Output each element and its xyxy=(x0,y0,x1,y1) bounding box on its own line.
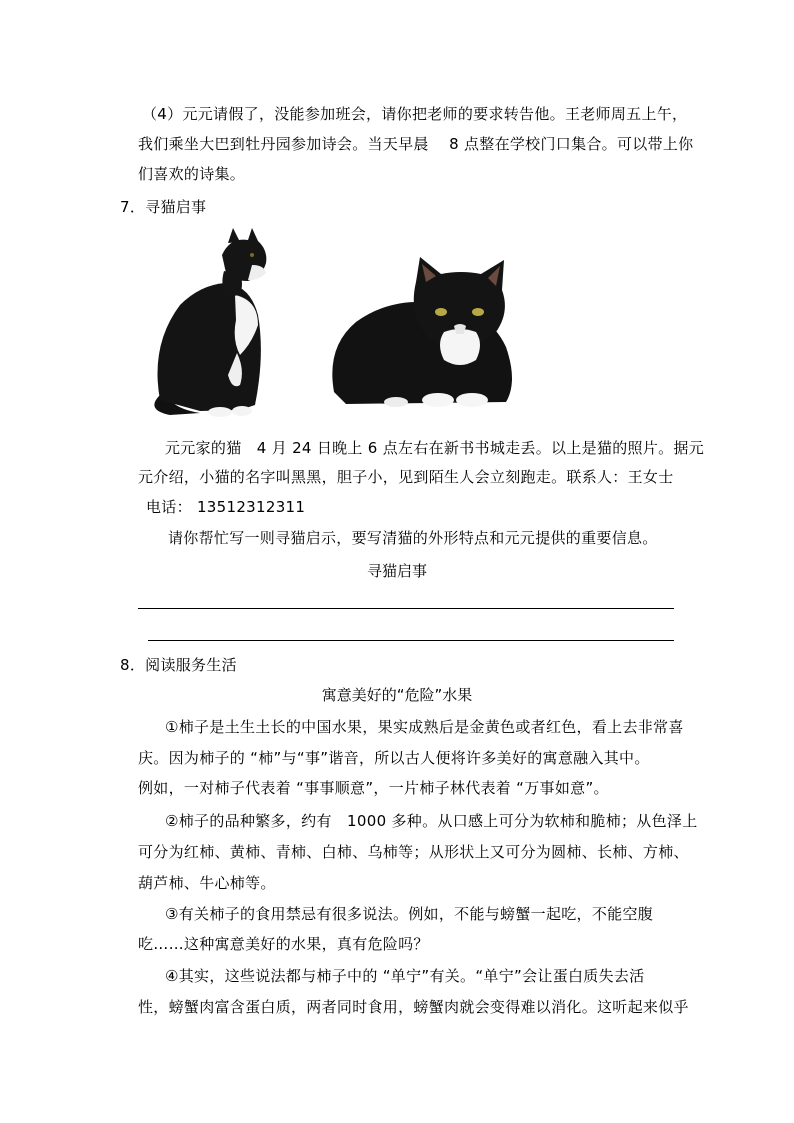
q7-info-line-1: 元元家的猫 4 月 24 日晚上 6 点左右在新书书城走丢。以上是猫的照片。据元 xyxy=(165,439,705,457)
q8-para-line-2: 庆。因为柿子的 “柿”与“事”谐音，所以古人便将许多美好的寓意融入其中。 xyxy=(138,749,650,767)
q7-heading: 7．寻猫启事 xyxy=(120,198,207,216)
q8-para-line-8: 吃……这种寓意美好的水果，真有危险吗？ xyxy=(138,935,429,953)
q8-para-line-7: ③有关柿子的食用禁忌有很多说法。例如，不能与螃蟹一起吃，不能空腹 xyxy=(165,905,654,923)
cat-photo-side-view xyxy=(140,225,280,420)
q8-heading: 8．阅读服务生活 xyxy=(120,656,237,674)
q4-line-2: 我们乘坐大巴到牡丹园参加诗会。当天早晨 8 点整在学校门口集合。可以带上你 xyxy=(138,135,694,153)
q7-form-title: 寻猫启事 xyxy=(366,562,427,580)
q8-para-line-9: ④其实，这些说法都与柿子中的 “单宁”有关。“单宁”会让蛋白质失去活 xyxy=(165,967,645,985)
q4-line-3: 们喜欢的诗集。 xyxy=(138,165,246,183)
cat-photo-front-view xyxy=(326,252,522,412)
q8-para-line-10: 性，螃蟹肉富含蛋白质，两者同时食用，螃蟹肉就会变得难以消化。这听起来似乎 xyxy=(138,998,689,1016)
q8-para-line-6: 葫芦柿、牛心柿等。 xyxy=(138,874,276,892)
q8-para-line-5: 可分为红柿、黄柿、青柿、白柿、乌柿等；从形状上又可分为圆柿、长柿、方柿、 xyxy=(138,843,689,861)
q8-para-line-4: ②柿子的品种繁多，约有 1000 多种。从口感上可分为软柿和脆柿；从色泽上 xyxy=(165,812,698,830)
answer-line-1[interactable] xyxy=(138,608,674,609)
q4-line-1: （4）元元请假了，没能参加班会，请你把老师的要求转告他。王老师周五上午， xyxy=(142,105,688,123)
answer-line-2[interactable] xyxy=(148,640,674,641)
q7-task: 请你帮忙写一则寻猫启示，要写清猫的外形特点和元元提供的重要信息。 xyxy=(168,529,658,547)
q8-para-line-1: ①柿子是土生土长的中国水果，果实成熟后是金黄色或者红色，看上去非常喜 xyxy=(165,718,684,736)
q8-para-line-3: 例如，一对柿子代表着 “事事顺意”，一片柿子林代表着 “万事如意”。 xyxy=(138,779,609,797)
q8-article-title: 寓意美好的“危险”水果 xyxy=(321,686,473,704)
q7-info-line-2: 元介绍，小猫的名字叫黑黑，胆子小，见到陌生人会立刻跑走。联系人：王女士 xyxy=(138,468,674,486)
q7-phone-line: 电话： 13512312311 xyxy=(146,498,306,516)
